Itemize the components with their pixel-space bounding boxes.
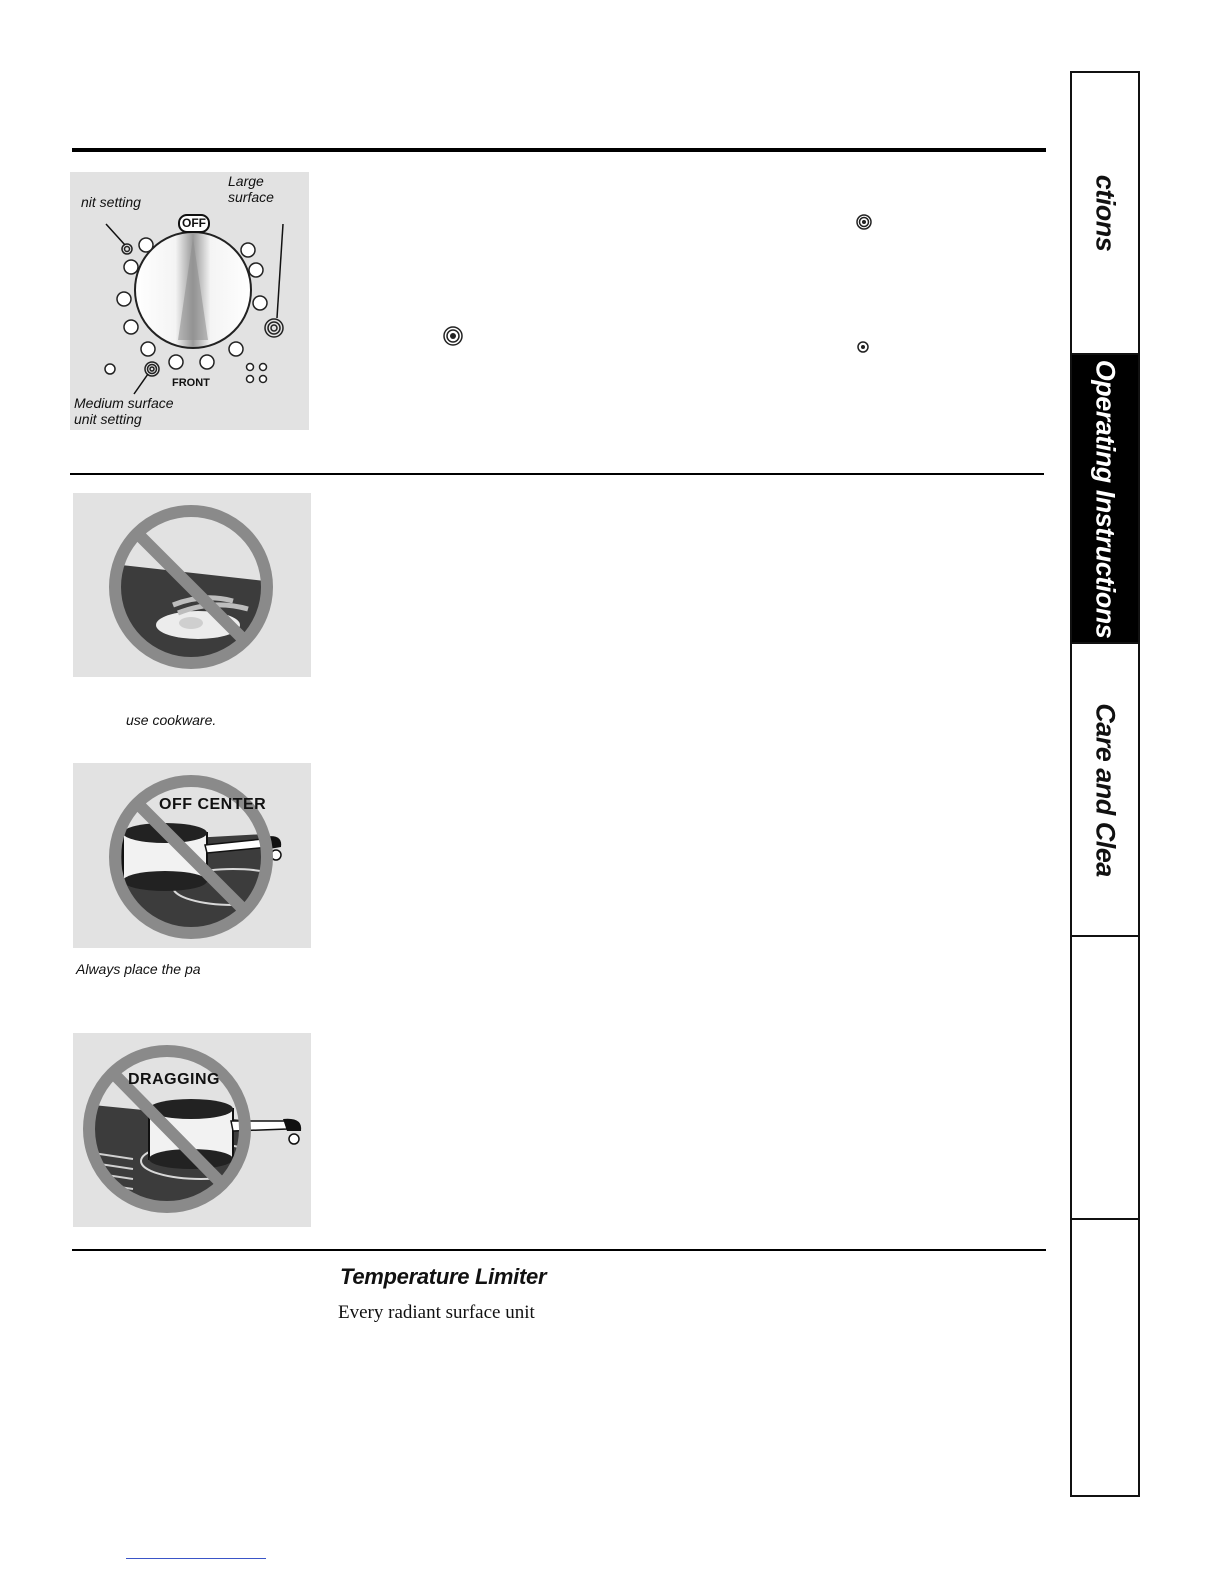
tab-operating-instructions[interactable] <box>1070 353 1140 644</box>
medium-surface-unit-icon <box>441 324 465 348</box>
footer-link[interactable] <box>126 1558 266 1559</box>
dragging-pan-icon <box>73 1033 311 1227</box>
label-large: Large <box>228 173 264 189</box>
label-medium-surface: Medium surface <box>74 395 174 411</box>
label-unit-setting: nit setting <box>81 194 141 210</box>
control-knob-diagram <box>70 172 309 430</box>
large-surface-unit-icon <box>854 212 874 232</box>
dragging-label: DRAGGING <box>128 1071 220 1088</box>
label-unit-setting-2: unit setting <box>74 411 142 427</box>
tab-label: Operating Instructions <box>1090 359 1121 638</box>
section-divider-2 <box>72 1249 1046 1251</box>
tab-label: ctions <box>1090 174 1121 252</box>
tab-label: Care and Clea <box>1090 702 1121 877</box>
no-direct-cooking-figure <box>73 493 311 677</box>
dragging-figure <box>73 1033 311 1227</box>
off-center-label: OFF CENTER <box>159 796 267 813</box>
figure-1-caption: use cookware. <box>126 712 217 728</box>
figure-2-caption: Always place the pa <box>76 961 201 977</box>
prohibited-icon <box>73 493 311 677</box>
tab-care-and-cleaning[interactable] <box>1070 642 1140 937</box>
control-knob-icon <box>70 172 309 430</box>
small-surface-unit-icon <box>856 340 870 354</box>
tab-4[interactable] <box>1070 935 1140 1220</box>
label-surface: surface <box>228 189 274 205</box>
section-body: Every radiant surface unit <box>338 1302 535 1323</box>
top-rule <box>72 148 1046 152</box>
off-label: OFF <box>182 216 206 230</box>
off-center-pan-icon <box>73 763 311 948</box>
section-divider-1 <box>70 473 1044 475</box>
tab-5[interactable] <box>1070 1218 1140 1497</box>
tab-ctions[interactable] <box>1070 71 1140 355</box>
section-title: Temperature Limiter <box>340 1264 547 1289</box>
off-center-figure <box>73 763 311 948</box>
front-label: FRONT <box>172 377 210 389</box>
